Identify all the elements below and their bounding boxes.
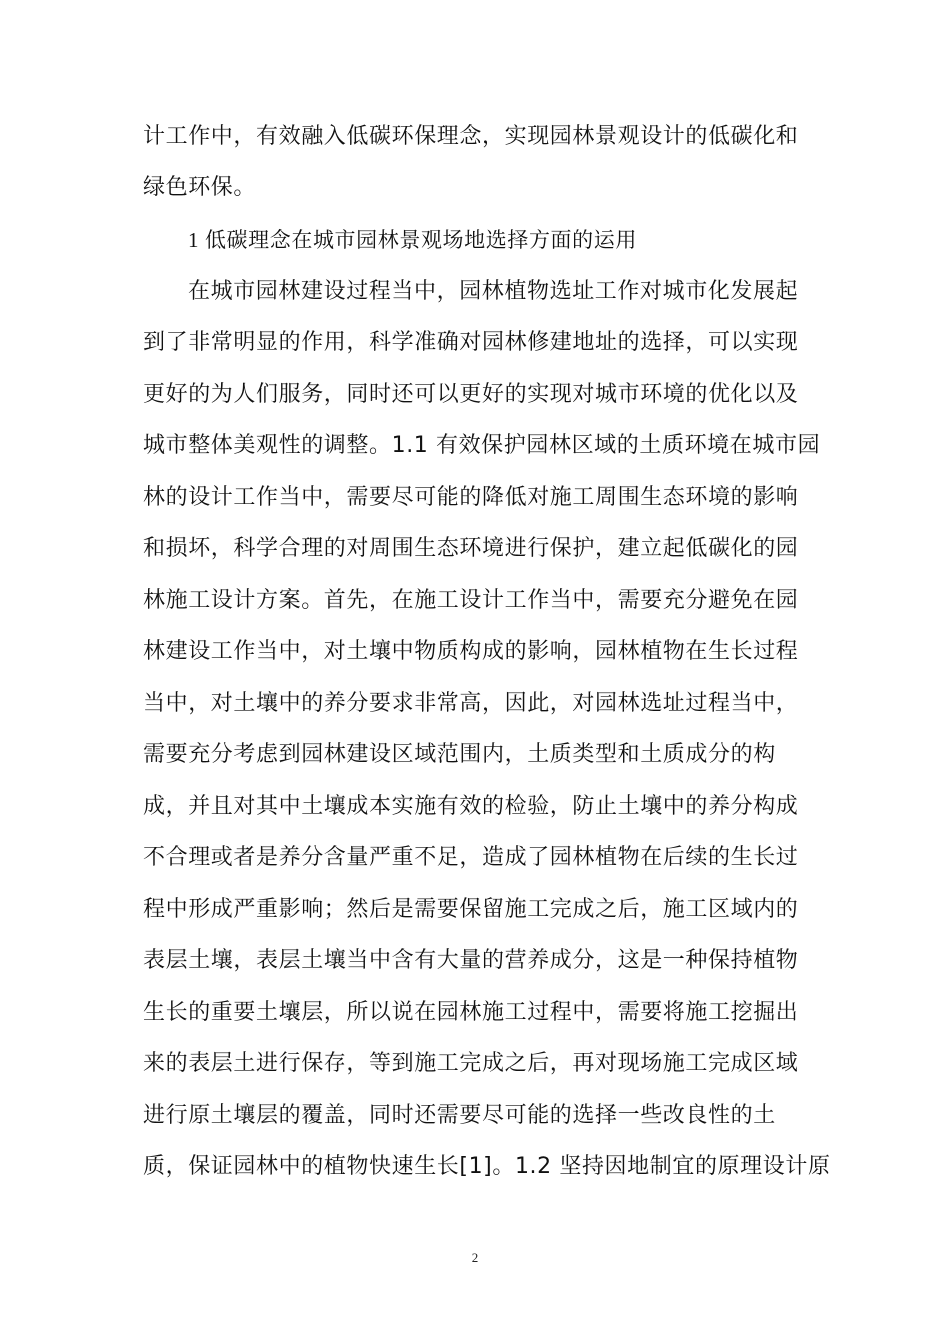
body-text-line: 计工作中，有效融入低碳环保理念，实现园林景观设计的低碳化和 bbox=[143, 124, 799, 149]
body-text-line: 绿色环保。 bbox=[143, 175, 257, 200]
body-text-line: 林施工设计方案。首先，在施工设计工作当中，需要充分避免在园 bbox=[143, 588, 799, 613]
body-text-line: 在城市园林建设过程当中，园林植物选址工作对城市化发展起 bbox=[188, 279, 799, 304]
body-text-line: 城市整体美观性的调整。1.1 有效保护园林区域的土质环境在城市园 bbox=[143, 433, 821, 458]
body-text-line: 进行原土壤层的覆盖，同时还需要尽可能的选择一些改良性的土 bbox=[143, 1103, 776, 1128]
body-text-line: 和损坏，科学合理的对周围生态环境进行保护，建立起低碳化的园 bbox=[143, 536, 799, 561]
section-heading: 1 低碳理念在城市园林景观场地选择方面的运用 bbox=[188, 228, 637, 252]
body-text-line: 质，保证园林中的植物快速生长[1]。1.2 坚持因地制宜的原理设计原 bbox=[143, 1154, 831, 1179]
body-text-line: 到了非常明显的作用，科学准确对园林修建地址的选择，可以实现 bbox=[143, 330, 799, 355]
body-text-line: 来的表层土进行保存，等到施工完成之后，再对现场施工完成区域 bbox=[143, 1051, 799, 1076]
body-text-line: 不合理或者是养分含量严重不足，造成了园林植物在后续的生长过 bbox=[143, 845, 799, 870]
body-text-line: 林建设工作当中，对土壤中物质构成的影响，园林植物在生长过程 bbox=[143, 639, 799, 664]
body-text-line: 程中形成严重影响；然后是需要保留施工完成之后，施工区域内的 bbox=[143, 897, 799, 922]
body-text-line: 需要充分考虑到园林建设区域范围内，土质类型和土质成分的构 bbox=[143, 742, 776, 767]
body-text-line: 成，并且对其中土壤成本实施有效的检验，防止土壤中的养分构成 bbox=[143, 794, 799, 819]
body-text-line: 更好的为人们服务，同时还可以更好的实现对城市环境的优化以及 bbox=[143, 382, 799, 407]
page-number: 2 bbox=[471, 1250, 479, 1265]
body-text-line: 生长的重要土壤层，所以说在园林施工过程中，需要将施工挖掘出 bbox=[143, 1000, 799, 1025]
body-text-line: 当中，对土壤中的养分要求非常高，因此，对园林选址过程当中， bbox=[143, 691, 799, 716]
body-text-line: 表层土壤，表层土壤当中含有大量的营养成分，这是一种保持植物 bbox=[143, 948, 799, 973]
body-text-line: 林的设计工作当中，需要尽可能的降低对施工周围生态环境的影响 bbox=[143, 485, 799, 510]
